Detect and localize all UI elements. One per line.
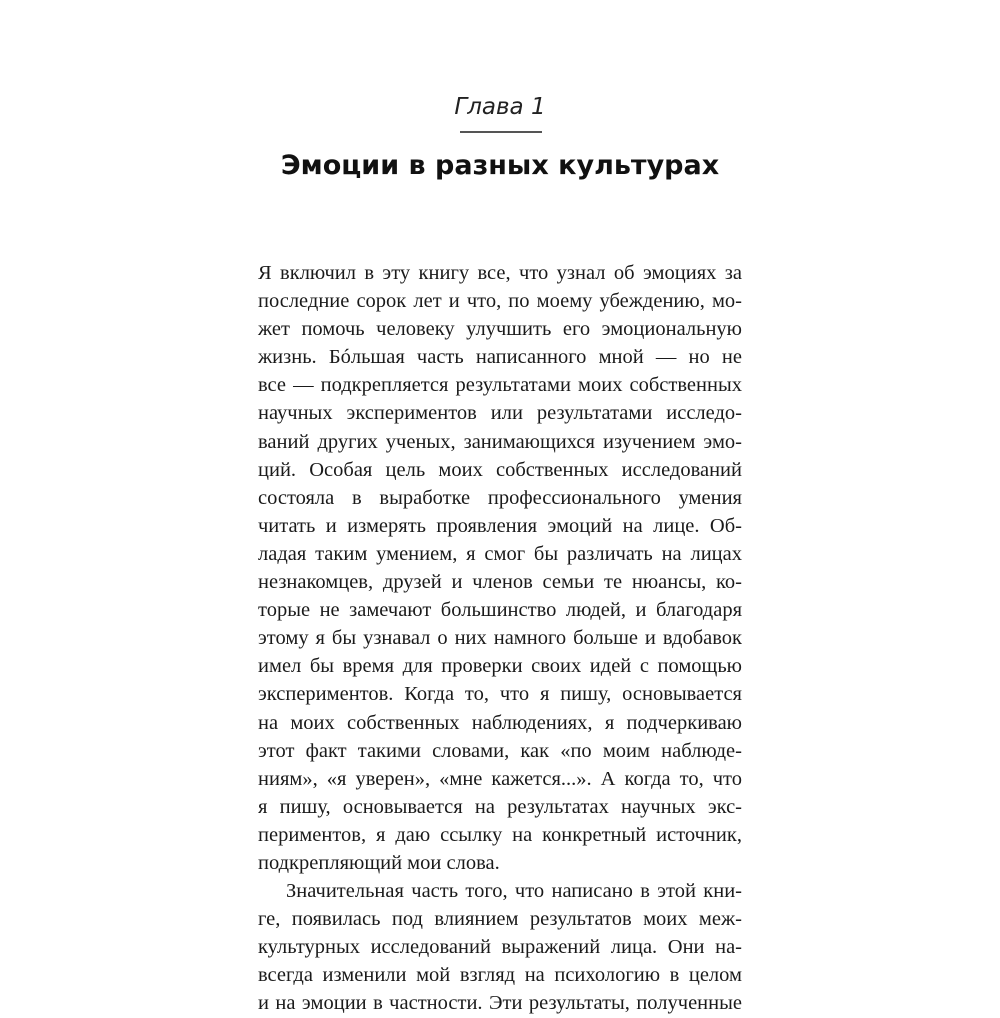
text-line: Я включил в эту книгу все, что узнал об эмоциях за [258,262,742,284]
text-line: периментов, я даю ссылку на конкретный источник, [258,823,742,846]
text-line: ге, появилась под влиянием результатов моих меж- [258,908,742,931]
text-line: Значительная часть того, что написано в этой кни- [286,880,742,903]
body-text [258,259,742,1018]
text-line: ций. Особая цель моих собственных исследований [258,458,742,481]
text-line: жет помочь человеку улучшить его эмоциональную [258,318,742,341]
text-line: торые не замечают большинство людей, и благодаря [258,599,742,622]
text-line: ладая таким умением, я смог бы различать на лицах [258,542,742,565]
text-line: этот факт такими словами, как «по моим наблюде- [258,739,742,762]
text-line: всегда изменили мой взгляд на психологию в целом [258,964,742,987]
text-line: жизнь. Бóльшая часть написанного мной — но не [258,346,742,369]
text-line: экспериментов. Когда то, что я пишу, основывается [258,683,742,706]
text-line: ниям», «я уверен», «мне кажется...». А когда то, что [258,767,742,790]
text-line: все — подкрепляется результатами моих собственных [258,374,742,397]
chapter-label: Глава 1 [454,94,546,120]
text-line: состояла в выработке профессионального умения [258,486,742,509]
text-line: на моих собственных наблюдениях, я подчеркиваю [258,711,742,734]
text-line: научных экспериментов или результатами исследо- [258,402,742,425]
text-line: имел бы время для проверки своих идей с помощью [258,655,742,678]
text-line: последние сорок лет и что, по моему убеждению, мо- [258,290,742,313]
chapter-title: Эмоции в разных культурах [280,150,720,181]
text-line: подкрепляющий мои слова. [258,851,500,874]
chapter-divider [460,131,542,133]
text-line: незнакомцев, друзей и членов семьи те нюансы, ко- [258,571,742,594]
text-line: и на эмоции в частности. Эти результаты, полученные [258,992,742,1015]
text-line: я пишу, основывается на результатах научных экс- [258,795,742,818]
text-line: ваний других ученых, занимающихся изучением эмо- [258,430,742,453]
text-line: культурных исследований выражений лица. Они на- [258,936,742,959]
text-line: этому я бы узнавал о них намного больше и вдобавок [258,627,742,650]
text-line: читать и измерять проявления эмоций на лице. Об- [258,514,742,537]
